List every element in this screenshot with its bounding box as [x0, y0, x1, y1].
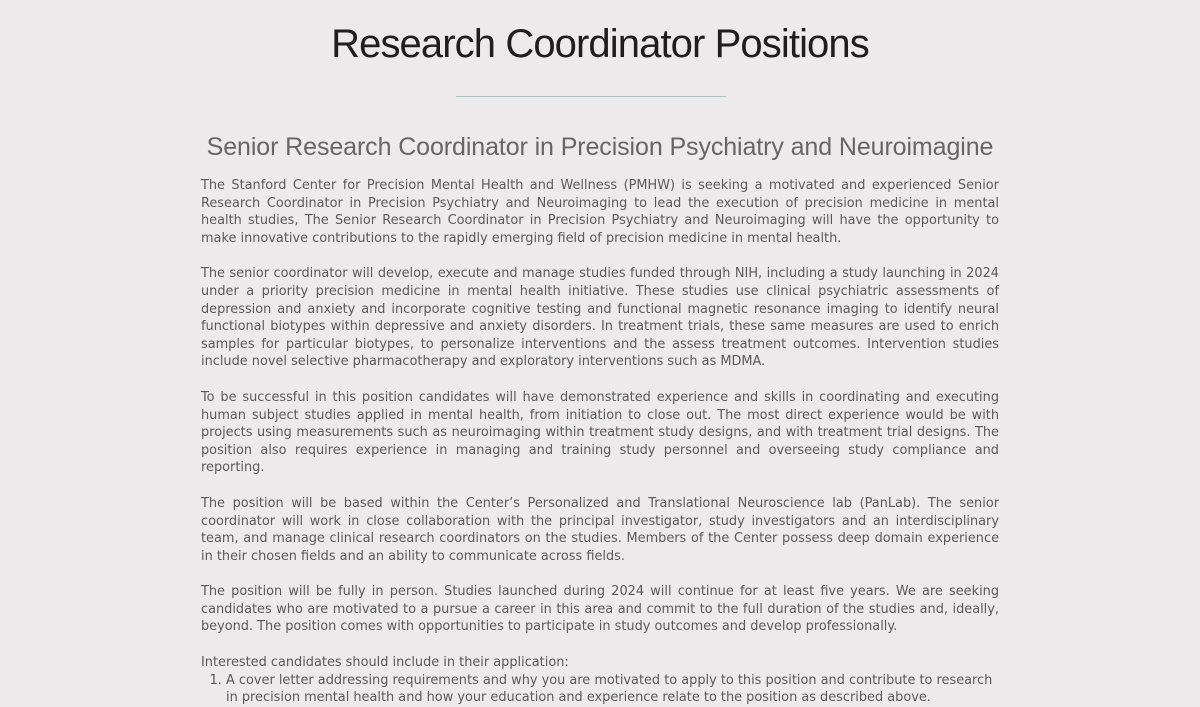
position-description [201, 177, 999, 707]
paragraph-commitment: The position will be fully in person. Studies launched during 2024 will continue for at least five years. We are seeking candidates who are motivated to a pursue a career in this area and commit to the full duration of the studies and, ideally, beyond. The position comes with opportunities to participate in study outcomes and develop professionally. [201, 584, 999, 635]
position-heading: Senior Research Coordinator in Precision Psychiatry and Neuroimagine [206, 133, 994, 161]
paragraph-location: The position will be based within the Center’s Personalized and Translational Neuroscience lab (PanLab). The senior coordinator will work in close collaboration with the principal investigator, study investigators and an interdisciplinary team, and manage clinical research coordinators on the studies. Members of the Center possess deep domain experience in their chosen fields and an ability to communicate across fields. [201, 495, 999, 564]
list-item: 1. A cover letter addressing requirements and why you are motivated to apply to this position and contribute to research in precision mental health and how your education and experience relate to the position as described above. [226, 672, 999, 707]
requirements-list [201, 672, 999, 707]
page-title: Research Coordinator Positions [331, 22, 869, 66]
paragraph-responsibilities: The senior coordinator will develop, execute and manage studies funded through NIH, including a study launching in 2024 under a priority precision medicine in mental health initiative. These studies use clinical psychiatric assessments of depression and anxiety and incorporate cognitive testing and functional magnetic resonance imaging to identify neural functional biotypes within depressive and anxiety disorders. In treatment trials, these same measures are used to enrich samples for particular biotypes, to personalize interventions and the assess treatment outcomes. Intervention studies include novel selective pharmacotherapy and exploratory interventions such as MDMA. [201, 266, 999, 370]
title-divider [456, 96, 726, 97]
application-intro: Interested candidates should include in their application: [201, 655, 569, 671]
paragraph-qualifications: To be successful in this position candidates will have demonstrated experience and skills in coordinating and executing human subject studies applied in mental health, from initiation to close out. The most direct experience would be with projects using measurements such as neuroimaging within treatment study designs, and with treatment trial designs. The position also requires experience in managing and training study personnel and overseeing study compliance and reporting. [201, 389, 999, 476]
paragraph-overview: The Stanford Center for Precision Mental Health and Wellness (PMHW) is seeking a motivated and experienced Senior Research Coordinator in Precision Psychiatry and Neuroimaging to lead the execution of precision medicine in mental health studies, The Senior Research Coordinator in Precision Psychiatry and Neuroimaging will have the opportunity to make innovative contributions to the rapidly emerging field of precision medicine in mental health. [201, 178, 999, 246]
